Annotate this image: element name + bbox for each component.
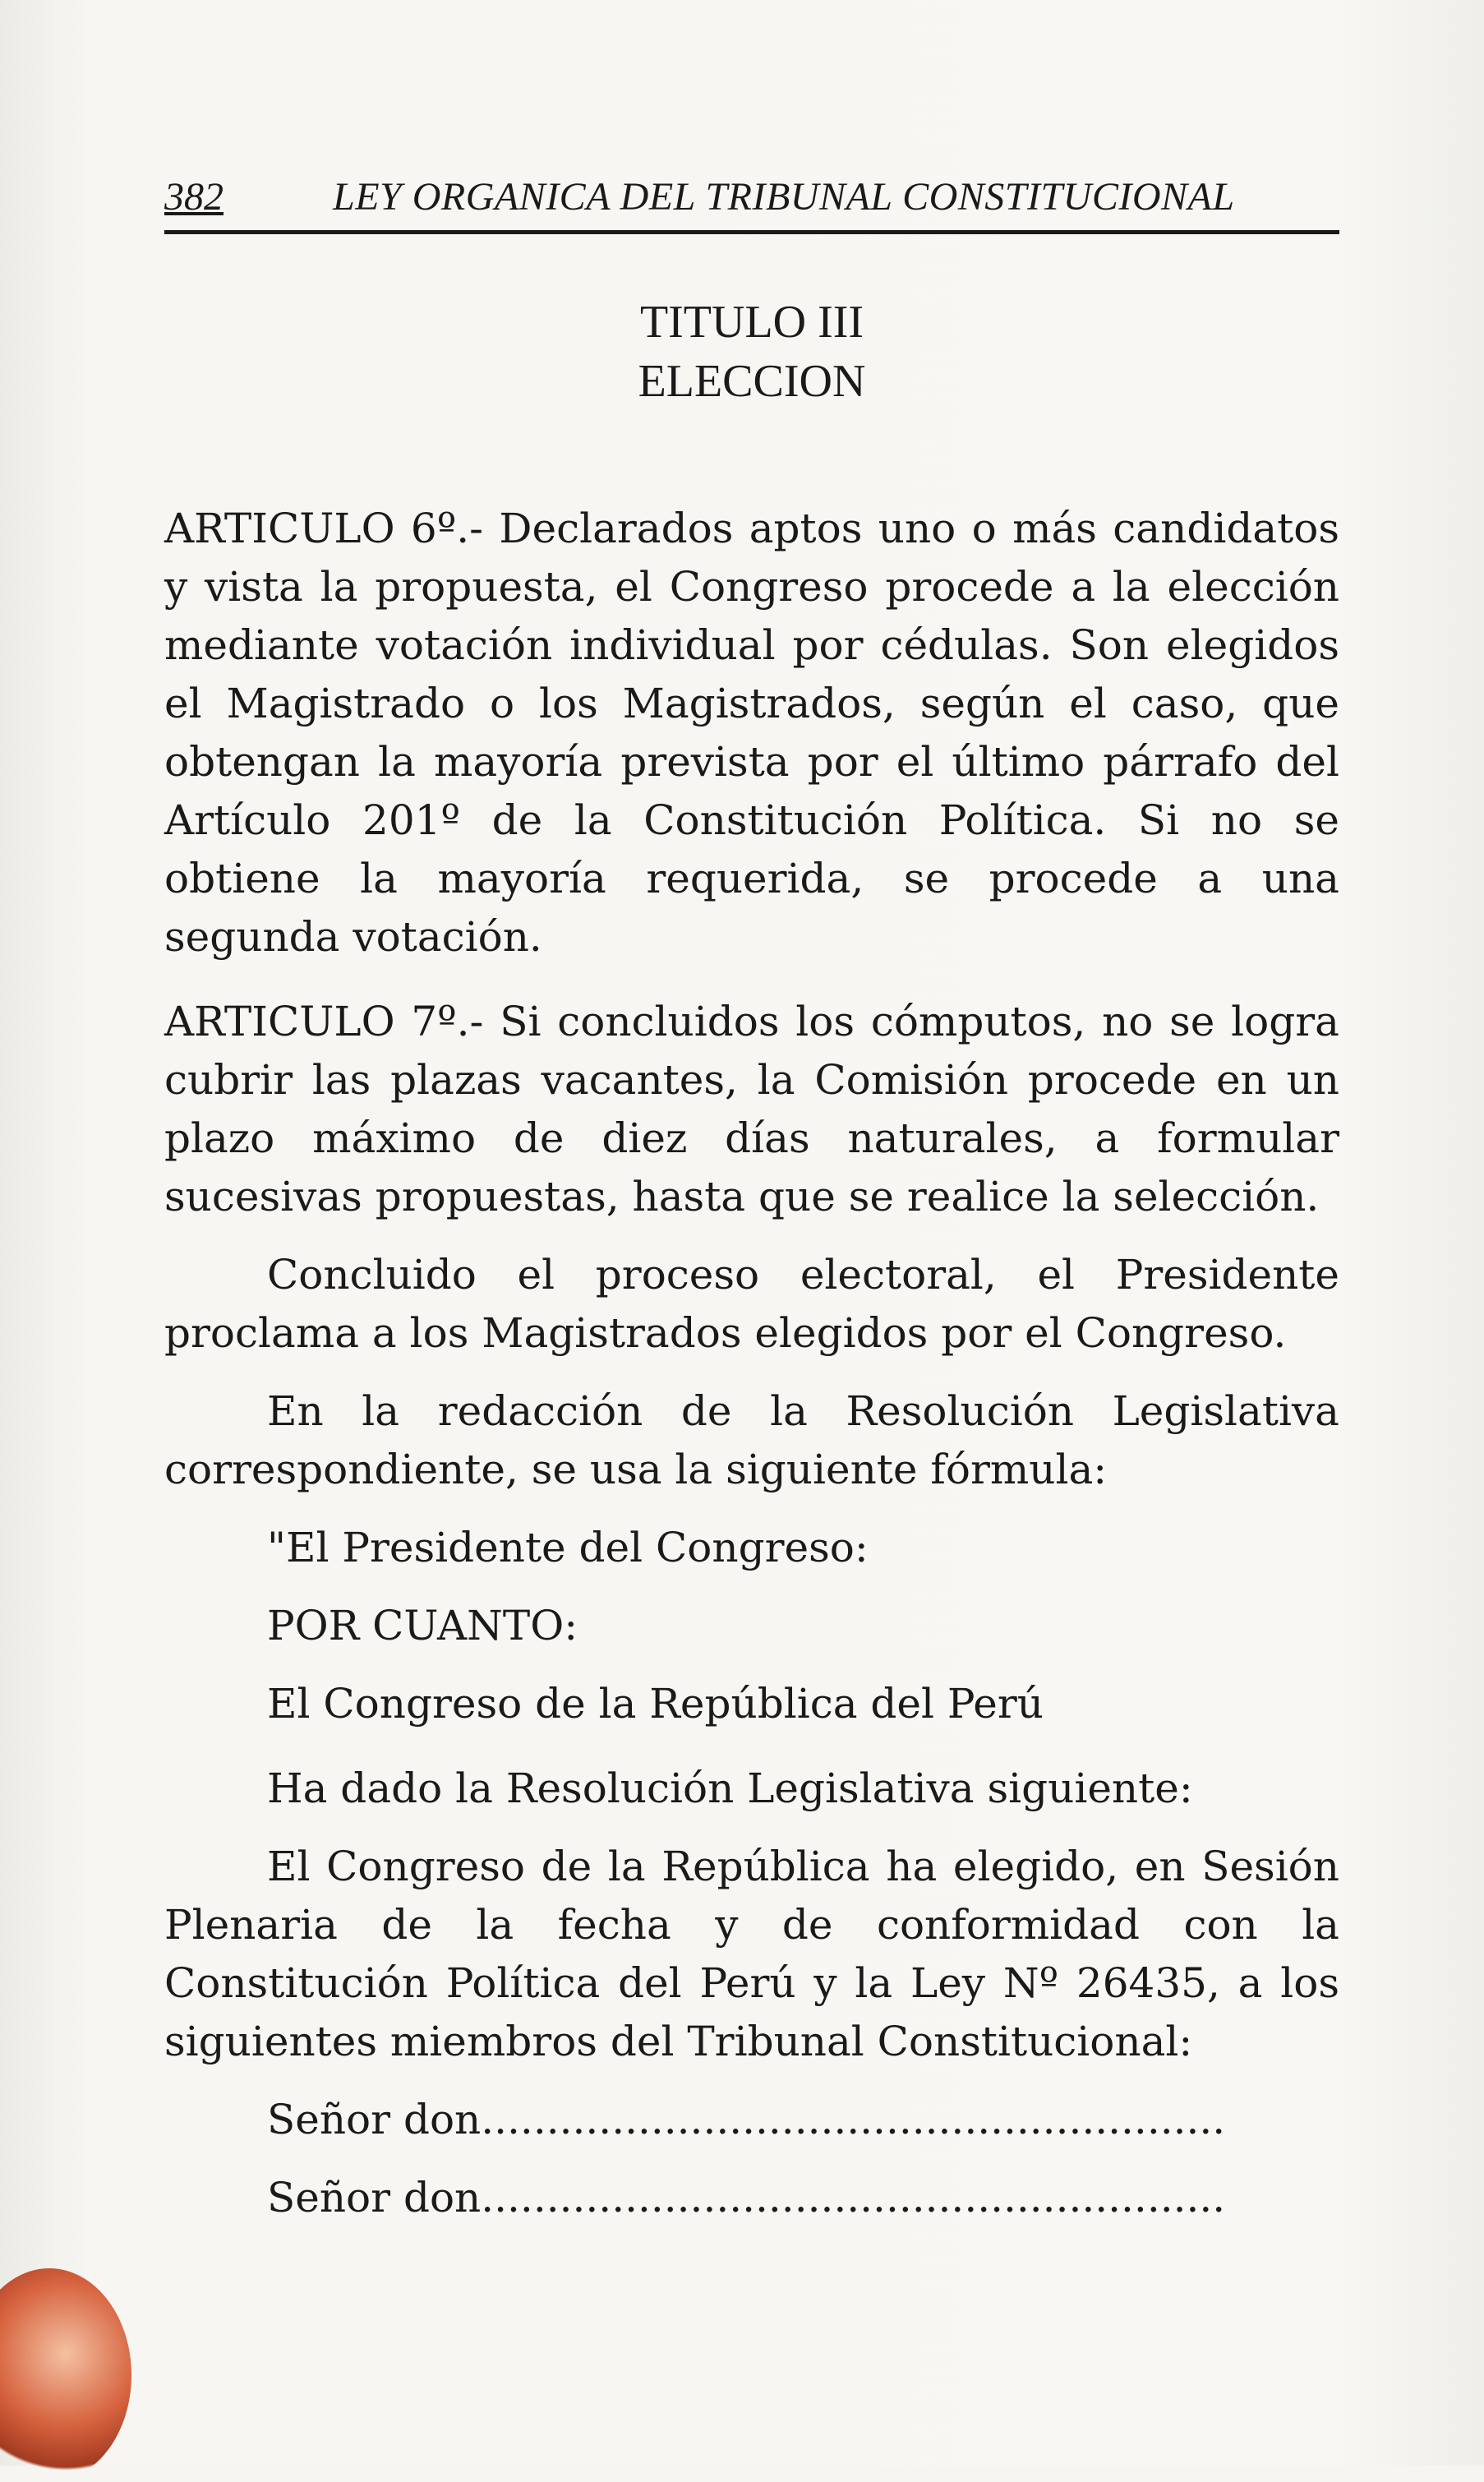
section-title-block xyxy=(164,296,1339,408)
article-7-paragraph: ARTICULO 7º.- Si concluidos los cómputos, no se logra cubrir las plazas vacantes, la Comisión procede en un plazo máximo de diez días naturales, a formular sucesivas propuestas, hasta que se realice la selección. xyxy=(164,998,1339,1220)
member-line-2: Señor don......................................................... xyxy=(267,2174,1226,2221)
corner-stain xyxy=(0,2268,131,2482)
member-line-1: Señor don......................................................... xyxy=(267,2096,1226,2143)
formula-line-president: "El Presidente del Congreso: xyxy=(267,1524,869,1571)
running-title: LEY ORGANICA DEL TRIBUNAL CONSTITUCIONAL xyxy=(333,175,1235,219)
page-body xyxy=(164,500,1339,2227)
section-title: TITULO III xyxy=(639,297,864,348)
section-subtitle: ELECCION xyxy=(638,356,866,407)
page-header xyxy=(164,164,1339,234)
formula-line-congreso: El Congreso de la República del Perú xyxy=(267,1680,1044,1728)
formula-election-paragraph: El Congreso de la República ha elegido, en Sesión Plenaria de la fecha y de conformidad con la Constitución Política del Perú y la Ley Nº 26435, a los siguientes miembros del Tribunal Constitucional: xyxy=(164,1843,1339,2065)
page-number: 382 xyxy=(164,175,224,219)
formula-line-resolucion: Ha dado la Resolución Legislativa siguiente: xyxy=(267,1765,1193,1812)
formula-line-por-cuanto: POR CUANTO: xyxy=(267,1602,578,1649)
proclamation-paragraph: Concluido el proceso electoral, el Presidente proclama a los Magistrados elegidos por el Congreso. xyxy=(164,1251,1339,1357)
formula-intro-paragraph: En la redacción de la Resolución Legislativa correspondiente, se usa la siguiente fórmula: xyxy=(164,1387,1339,1493)
article-6-paragraph: ARTICULO 6º.- Declarados aptos uno o más candidatos y vista la propuesta, el Congreso procede a la elección mediante votación individual por cédulas. Son elegidos el Magistrado o los Magistrados, según el caso, que obtengan la mayoría prevista por el último párrafo del Artículo 201º de la Constitución Política. Si no se obtiene la mayoría requerida, se procede a una segunda votación. xyxy=(164,505,1339,961)
